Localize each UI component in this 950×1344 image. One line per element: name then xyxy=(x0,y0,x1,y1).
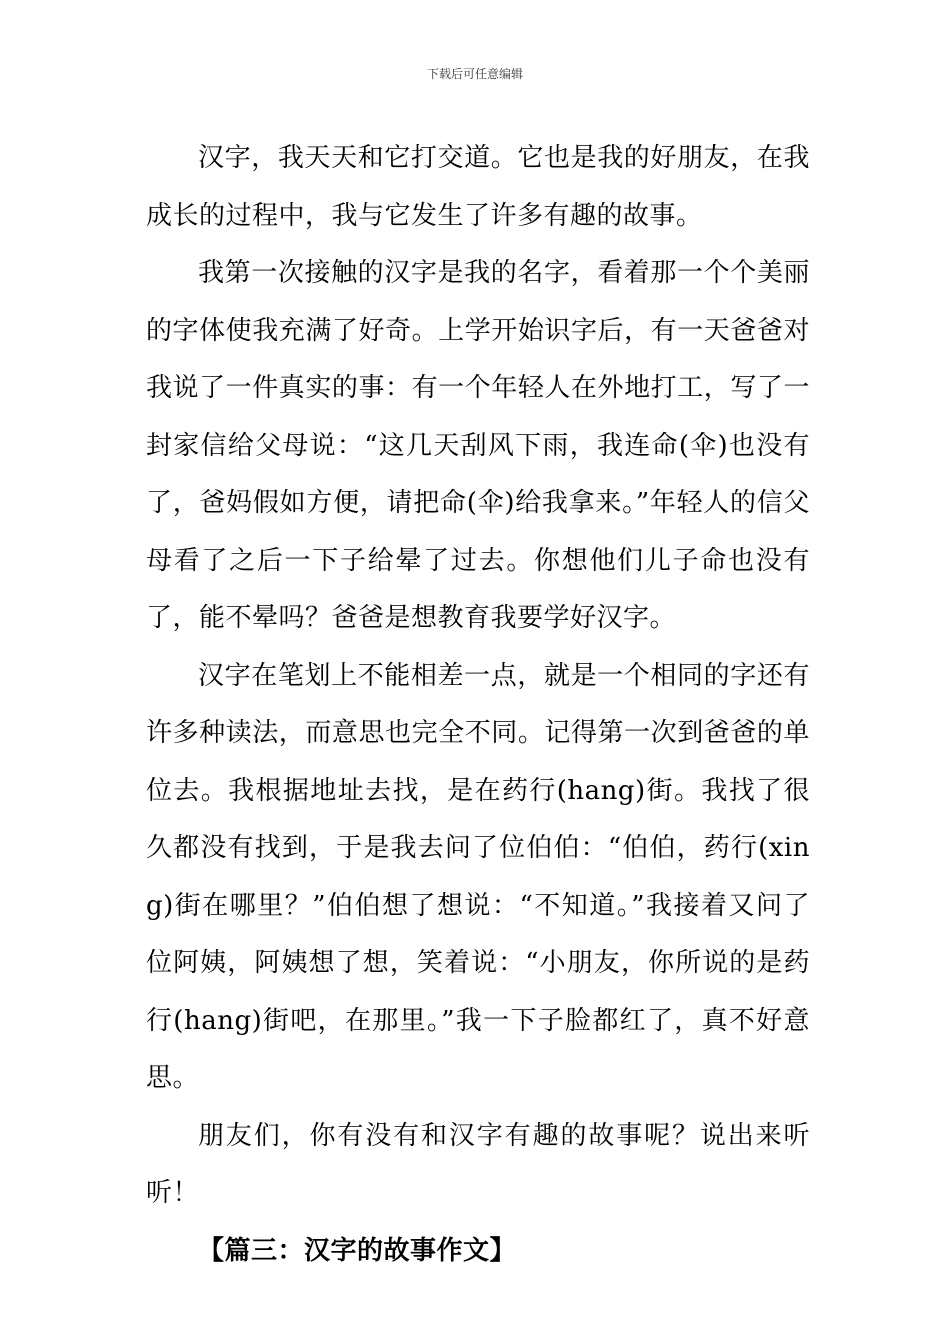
paragraph-3: 汉字在笔划上不能相差一点，就是一个相同的字还有许多种读法，而意思也完全不同。记得第一次到爸爸的单位去。我根据地址去找，是在药行(hang)街。我找了很久都没有找到，于是我去问了位伯伯：“伯伯，药行(xing)街在哪里？”伯伯想了想说：“不知道。”我接着又问了位阿姨，阿姨想了想，笑着说：“小朋友，你所说的是药行(hang)街吧，在那里。”我一下子脸都红了，真不好意思。 xyxy=(146,660,810,1093)
paragraph-4: 朋友们，你有没有和汉字有趣的故事呢？说出来听听！ xyxy=(146,1120,810,1208)
page-header: 下载后可任意编辑 xyxy=(426,67,523,81)
section-heading: 【篇三：汉字的故事作文】 xyxy=(198,1235,517,1266)
paragraph-2: 我第一次接触的汉字是我的名字，看着那一个个美丽的字体使我充满了好奇。上学开始识字后，有一天爸爸对我说了一件真实的事：有一个年轻人在外地打工，写了一封家信给父母说：“这几天刮风下雨，我连命(伞)也没有了，爸妈假如方便，请把命(伞)给我拿来。”年轻人的信父母看了之后一下子给晕了过去。你想他们儿子命也没有了，能不晕吗？爸爸是想教育我要学好汉字。 xyxy=(146,258,810,633)
document-body xyxy=(146,130,810,1280)
paragraph-1: 汉字，我天天和它打交道。它也是我的好朋友，在我成长的过程中，我与它发生了许多有趣的故事。 xyxy=(146,143,810,231)
